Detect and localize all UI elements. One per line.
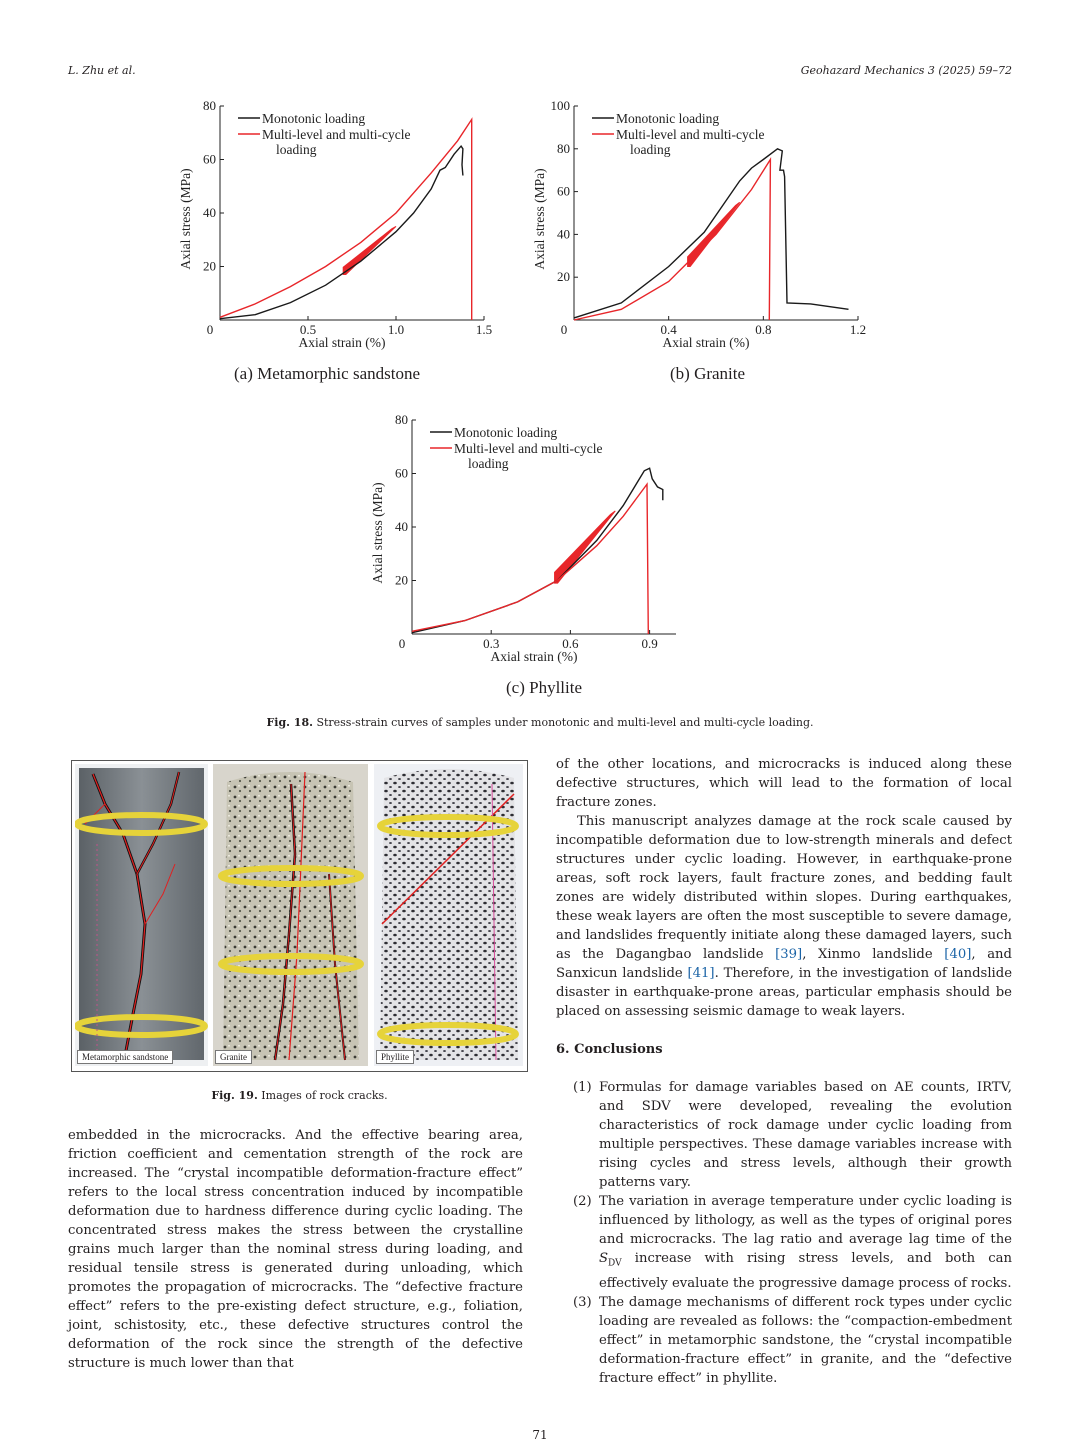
right-paragraph-1: of the other locations, and microcracks is induced along these defective structures, which will lead to the formation of local fracture zones. [556,757,1012,810]
figure-18-label: Fig. 18. [266,716,313,729]
subcaption-b: (b) Granite [670,364,746,383]
y-tick-label: 40 [395,519,408,534]
conclusion-item-1 [556,1078,1012,1192]
legend-label-cyclic-cont: loading [276,142,317,157]
sdv-symbol: S [599,1251,609,1266]
monotonic-loading-line [220,146,463,319]
p2-text-c: , and Sanxicun landslide [556,947,1012,981]
y-tick-label: 80 [203,98,216,113]
x-tick-label: 0 [206,322,214,337]
right-paragraph-2 [556,812,1012,1021]
conclusion-number-2: (2) [573,1194,592,1209]
y-tick-label: 80 [557,140,570,156]
x-tick-label: 0.8 [755,322,772,337]
sandstone-illustration [75,764,208,1066]
legend-label-monotonic: Monotonic loading [616,111,720,126]
x-tick-label: 0.4 [660,322,677,337]
y-tick-label: 60 [557,183,570,199]
y-tick-label: 40 [557,226,570,242]
legend-label-monotonic: Monotonic loading [454,425,558,440]
conclusion-text-2b: increase with rising stress levels, and both can effectively evaluate the progressive damage process of rocks. [599,1251,1012,1291]
phyllite-illustration [374,764,523,1066]
x-tick-label: 0.9 [641,636,658,651]
y-tick-label: 100 [550,98,570,113]
x-tick-label: 1.2 [849,322,867,337]
p2-text-d: . Therefore, in the investigation of landslide disaster in earthquake-prone areas, particular emphasis should be placed on assessing seismic damage to weak layers. [556,966,1013,1019]
x-axis-label: Axial strain (%) [298,335,386,350]
ref-39-link[interactable]: [39] [775,947,803,962]
photo-granite [213,764,368,1066]
figure-18-caption [0,716,1080,729]
x-tick-label: 0 [398,636,406,651]
chart-b-granite [532,98,872,360]
granite-illustration [213,764,368,1066]
x-tick-label: 0.6 [562,636,579,651]
ref-41-link[interactable]: [41] [687,966,715,981]
x-tick-label: 1.5 [475,322,493,337]
conclusion-item-3 [556,1293,1012,1388]
x-tick-label: 1.0 [387,322,405,337]
monotonic-loading-line [412,468,663,633]
legend-label-monotonic: Monotonic loading [262,111,366,126]
photo-label-phyllite: Phyllite [376,1050,414,1064]
legend-label-cyclic: Multi-level and multi-cycle [262,127,411,142]
y-tick-label: 20 [557,269,570,285]
cyclic-loading-line [220,119,472,320]
conclusion-number-1: (1) [573,1080,592,1095]
page-number: 71 [532,1428,548,1442]
left-paragraph: embedded in the microcracks. And the effective bearing area, friction coefficient and cementation strength of the rock are increased. The “crystal incompatible deformation-fracture effect” refers to the local stress concentration induced by incompatible deformation due to hardness difference during cyclic loading. The concentrated stress makes the stress between the crystalline grains much larger than the nominal stress during loading, and residual tensile stress is generated during unloading, which promotes the propagation of microcracks. The “defective fracture effect” refers to the pre-existing defect structure, e.g., foliation, joint, schistosity, etc., these defective structures control the deformation of the rock since the strength of the defective structure is much lower than that [68,1128,523,1371]
chart-b-svg [532,98,872,360]
y-tick-label: 60 [395,465,408,481]
running-header-journal: Geohazard Mechanics 3 (2025) 59–72 [800,64,1012,77]
cyclic-loading-band [688,202,740,266]
y-axis-label: Axial stress (MPa) [532,168,547,270]
subcaption-a: (a) Metamorphic sandstone [234,364,420,383]
p2-text-b: , Xinmo landslide [802,947,945,962]
sdv-subscript: DV [608,1258,622,1269]
y-axis-label: Axial stress (MPa) [370,482,385,584]
y-axis-label: Axial stress (MPa) [178,168,193,270]
figure-19-photos [71,760,528,1072]
cyclic-loading-line [412,484,648,634]
y-tick-label: 40 [203,205,216,220]
subcaption-c: (c) Phyllite [506,678,583,697]
chart-a-svg [178,98,498,360]
cyclic-loading-band [555,511,616,583]
x-tick-label: 0.5 [299,322,317,337]
figure-19-label: Fig. 19. [211,1089,258,1102]
x-axis-label: Axial strain (%) [490,649,578,664]
chart-c-svg [370,412,690,674]
x-tick-label: 0 [560,322,568,337]
conclusion-number-3: (3) [573,1294,592,1310]
y-tick-label: 20 [203,258,216,274]
cyclic-loading-line [574,160,770,321]
legend-label-cyclic: Multi-level and multi-cycle [454,441,603,456]
x-axis-label: Axial strain (%) [662,335,750,350]
conclusion-text-1: Formulas for damage variables based on AE counts, IRTV, and SDV were developed, revealing the evolution characteristics of rock damage under cyclic loading from multiple perspectives. These damage variables increase with rising cycles and stress levels, although their growth patterns vary. [599,1080,1012,1190]
y-tick-label: 80 [395,412,408,427]
figure-18-text: Stress-strain curves of samples under monotonic and multi-level and multi-cycle loading. [316,716,814,729]
legend-label-cyclic-cont: loading [630,142,671,157]
right-column [556,755,1012,1388]
photo-label-sandstone: Metamorphic sandstone [77,1050,173,1064]
p2-text-a: This manuscript analyzes damage at the rock scale caused by incompatible deformation due to low-strength minerals and defect structures under cyclic loading. However, in earthquake-prone areas, soft rock layers, fault fracture zones, and bedding fault zones are widely distributed within slopes. During earthquakes, these weak layers are often the most susceptible to severe damage, and landslides frequently initiate along these damaged layers, such as the Dagangbao landslide [556,814,1012,962]
x-tick-label: 0.3 [483,636,500,651]
figure-19-text: Images of rock cracks. [261,1089,388,1102]
photo-label-granite: Granite [215,1050,252,1064]
y-tick-label: 20 [395,572,408,588]
photo-phyllite [374,764,523,1066]
running-header-authors: L. Zhu et al. [68,64,136,77]
section-heading-conclusions: 6. Conclusions [556,1042,663,1057]
figure-19-caption [71,1089,528,1102]
y-tick-label: 60 [203,151,216,167]
legend-label-cyclic-cont: loading [468,456,509,471]
legend-label-cyclic: Multi-level and multi-cycle [616,127,765,142]
conclusion-text-2a: The variation in average temperature under cyclic loading is influenced by lithology, as well as the types of original pores and microcracks. The lag ratio and average lag time of the [599,1194,1012,1247]
chart-c-phyllite [370,412,690,674]
ref-40-link[interactable]: [40] [944,947,972,962]
left-column [68,1126,523,1373]
chart-a-metamorphic-sandstone [178,98,498,360]
conclusion-item-2 [556,1192,1012,1293]
photo-metamorphic-sandstone [75,764,208,1066]
conclusion-text-3: The damage mechanisms of different rock types under cyclic loading are revealed as follows: the “compaction-embedment effect” in metamorphic sandstone, the “crystal incompatible deformation-fracture effect” in granite, and the “defective fracture effect” in phyllite. [599,1294,1012,1386]
